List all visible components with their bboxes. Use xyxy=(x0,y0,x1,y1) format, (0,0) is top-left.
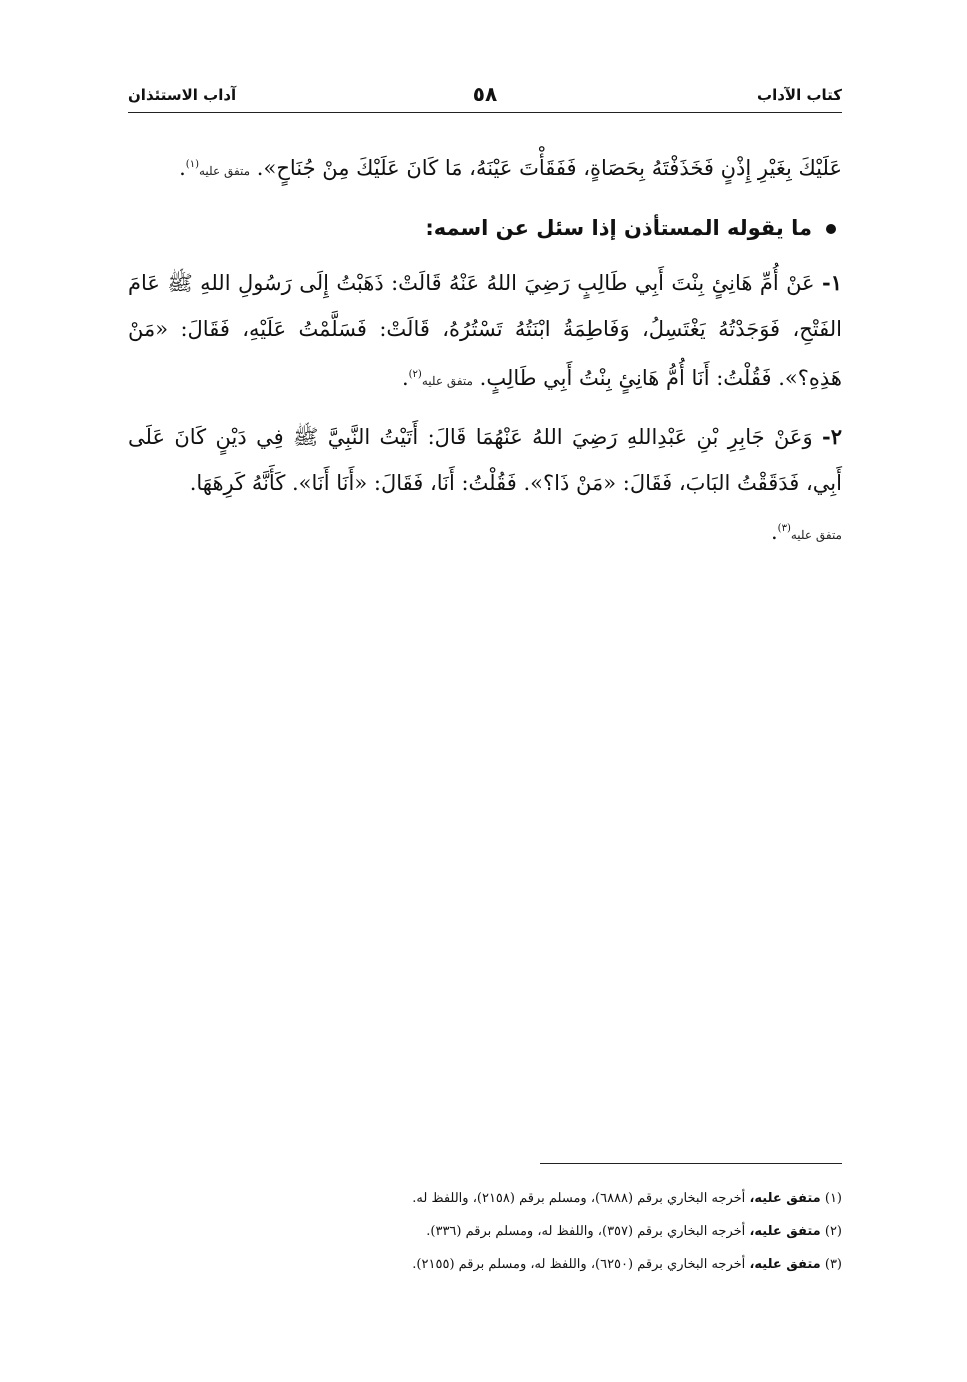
footnote-ref-1[interactable]: (١) xyxy=(185,159,199,170)
hadith-2-text: وَعَنْ جَابِرِ بْنِ عَبْدِاللهِ رَضِيَ اللهُ عَنْهُمَا قَالَ: أَتَيْتُ النَّبِيَّ ﷺ فِي دَيْنٍ كَانَ عَلَى أَبِي، فَدَقَقْتُ البَابَ، فَقَالَ: «مَنْ ذَا؟». فَقُلْتُ: أَنَا، فَقَالَ: «أَنَا أَنَا». كَأَنَّهُ كَرِهَهَا. xyxy=(128,425,842,495)
intro-source: متفق عليه xyxy=(198,164,251,178)
hadith-1-number: ١- xyxy=(822,270,842,295)
footnote-rule xyxy=(540,1163,842,1164)
footnote-1-mark: (١) xyxy=(824,1191,842,1206)
footnote-ref-3[interactable]: (٣) xyxy=(777,523,791,534)
hadith-2-source: متفق عليه xyxy=(790,528,842,542)
main-text xyxy=(128,142,842,568)
footnote-2-mark: (٢) xyxy=(824,1224,842,1239)
hadith-1 xyxy=(128,260,842,404)
bullet-icon xyxy=(826,224,836,234)
footnotes xyxy=(128,1182,842,1281)
footnote-1-label: متفق عليه، xyxy=(749,1191,821,1206)
footnote-ref-2[interactable]: (٢) xyxy=(408,369,422,380)
running-header xyxy=(128,80,842,114)
footnote-2-text: أخرجه البخاري برقم (٣٥٧)، واللفظ له، ومسلم برقم (٣٣٦). xyxy=(426,1224,746,1239)
footnote-3 xyxy=(128,1248,842,1281)
footnote-3-text: أخرجه البخاري برقم (٦٢٥٠)، واللفظ له، ومسلم برقم (٢١٥٥). xyxy=(412,1257,746,1272)
footnote-2 xyxy=(128,1215,842,1248)
book-title: كتاب الآداب xyxy=(757,86,842,104)
hadith-1-end: . xyxy=(401,366,409,390)
intro-text: عَلَيْكَ بِغَيْرِ إِذْنٍ فَخَذَفْتَهُ بِحَصَاةٍ، فَفَقَأْتَ عَيْنَهُ، مَا كَانَ عَلَيْكَ مِنْ جُنَاحٍ». xyxy=(256,156,842,180)
footnote-2-label: متفق عليه، xyxy=(749,1224,821,1239)
footnote-3-mark: (٣) xyxy=(824,1257,842,1272)
hadith-1-text: عَنْ أُمِّ هَانِئٍ بِنْتَ أَبِي طَالِبٍ رَضِيَ اللهُ عَنْهُ قَالَتْ: ذَهَبْتُ إِلَى رَسُولِ اللهِ ﷺ عَامَ الفَتْحِ، فَوَجَدْتُهُ يَغْتَسِلُ، وَفَاطِمَةُ ابْنَتُهُ تَسْتُرُهُ، قَالَتْ: فَسَلَّمْتُ عَلَيْهِ، فَقَالَ: «مَنْ هَذِهِ؟». فَقُلْتُ: أَنَا أُمُّ هَانِئٍ بِنْتُ أَبِي طَالِبٍ. xyxy=(128,271,842,390)
footnote-3-label: متفق عليه، xyxy=(749,1257,821,1272)
chapter-title: آداب الاستئذان xyxy=(128,86,237,104)
intro-paragraph xyxy=(128,142,842,194)
footnote-1 xyxy=(128,1182,842,1215)
hadith-1-source: متفق عليه xyxy=(421,374,473,388)
section-heading xyxy=(128,208,842,248)
intro-end: . xyxy=(179,156,186,180)
header-rule xyxy=(128,112,842,113)
footnote-1-text: أخرجه البخاري برقم (٦٨٨٨)، ومسلم برقم (٢١٥٨)، واللفظ له. xyxy=(412,1191,746,1206)
hadith-2-end: . xyxy=(770,520,778,544)
hadith-2 xyxy=(128,414,842,558)
page-number: ٥٨ xyxy=(472,82,498,106)
hadith-2-number: ٢- xyxy=(822,424,842,449)
section-heading-text: ما يقوله المستأذن إذا سئل عن اسمه: xyxy=(425,216,812,240)
